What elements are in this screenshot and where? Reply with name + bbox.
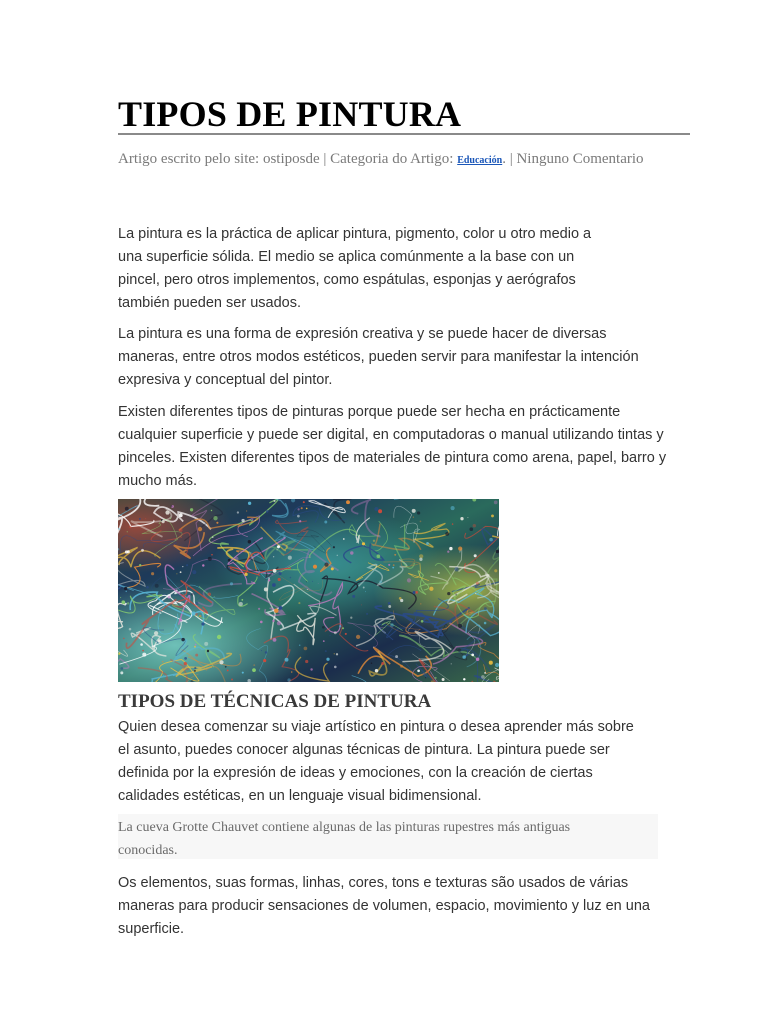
paint-splatter-dot (162, 520, 165, 523)
paint-splatter-dot (302, 532, 305, 535)
paint-splatter-dot (278, 578, 281, 581)
paint-splatter-dot (159, 626, 160, 627)
paint-splatter-dot (381, 662, 384, 665)
paint-splatter-dot (252, 668, 256, 672)
image-caption: La cueva Grotte Chauvet contiene algunas de las pinturas rupestres más antiguas conocidas. (118, 820, 571, 858)
paint-splatter-dot (373, 647, 374, 648)
paint-splatter-dot (474, 554, 477, 557)
paint-splatter-dot (125, 507, 129, 511)
paint-splatter-dot (235, 557, 239, 561)
paint-splatter-dot (219, 660, 223, 664)
paint-splatter-dot (333, 546, 335, 548)
paint-splatter-dot (184, 657, 187, 660)
paint-splatter-dot (298, 508, 300, 510)
paint-splatter-dot (248, 502, 251, 505)
paint-splatter-dot (274, 500, 276, 502)
paint-splatter-dot (230, 582, 233, 585)
paint-splatter-dot (379, 580, 382, 583)
paint-splatter-dot (198, 527, 202, 531)
title-divider (118, 133, 690, 135)
paint-splatter-dot (180, 536, 182, 538)
paint-splatter-dot (139, 518, 141, 520)
paint-splatter-dot (297, 515, 300, 518)
paint-splatter-dot (463, 678, 465, 680)
paint-splatter-dot (217, 635, 221, 639)
paint-splatter-dot (176, 573, 177, 574)
paint-splatter-dot (337, 555, 338, 556)
paint-splatter-dot (451, 663, 452, 664)
paint-splatter-dot (496, 550, 499, 554)
paint-splatter-dot (438, 572, 440, 574)
paint-splatter-dot (181, 638, 184, 641)
paint-splatter-dot (449, 547, 452, 550)
paint-splatter-dot (469, 527, 473, 531)
paint-splatter-dot (194, 646, 196, 648)
paint-splatter-dot (471, 654, 474, 657)
paint-splatter-dot (481, 675, 485, 679)
paint-splatter-dot (462, 655, 466, 659)
paint-splatter-dot (361, 604, 362, 605)
paint-splatter-dot (195, 654, 198, 657)
paint-splatter-dot (365, 591, 366, 592)
paint-splatter-dot (491, 514, 494, 517)
paint-splatter-dot (182, 566, 183, 567)
paint-splatter-dot (191, 593, 194, 596)
paint-splatter-dot (334, 631, 337, 634)
paint-splatter-dot (125, 550, 128, 553)
paint-splatter-dot (241, 519, 244, 522)
paint-splatter-dot (125, 603, 127, 605)
paint-splatter-dot (264, 587, 268, 591)
paint-splatter-dot (452, 523, 453, 524)
paragraph-1: La pintura es la práctica de aplicar pintura, pigmento, color u otro medio a una superficie sólida. El medio se aplica comúnmente a la base con un pincel, pero otros implementos, como espátulas, esponjas y aerógrafos también pueden ser usados. (118, 226, 592, 311)
paint-splatter-dot (184, 662, 187, 665)
paint-splatter-dot (415, 591, 418, 594)
paint-splatter-dot (310, 668, 312, 670)
paint-splatter-dot (277, 545, 280, 548)
paint-splatter-dot (485, 588, 486, 589)
paint-splatter-dot (285, 658, 289, 662)
paint-splatter-dot (451, 506, 455, 510)
paint-splatter-dot (199, 615, 201, 617)
paint-splatter-dot (363, 587, 365, 589)
paint-splatter-dot (417, 669, 420, 672)
paint-splatter-dot (447, 592, 450, 595)
paint-splatter-dot (170, 518, 172, 520)
paint-splatter-dot (374, 507, 378, 511)
paint-splatter-dot (186, 564, 188, 566)
paint-splatter-dot (475, 560, 476, 561)
paint-splatter-dot (350, 551, 353, 554)
paint-splatter-dot (261, 650, 262, 651)
paint-splatter-dot (207, 650, 209, 652)
paint-splatter-dot (279, 606, 283, 610)
paint-splatter-dot (339, 625, 341, 627)
paint-splatter-dot (352, 595, 355, 598)
paint-splatter-dot (306, 581, 307, 582)
paint-splatter-dot (202, 564, 204, 566)
paint-splatter-dot (263, 659, 266, 662)
paint-splatter-dot (366, 613, 368, 615)
paint-splatter-dot (273, 638, 277, 642)
paint-splatter-dot (484, 672, 486, 674)
paint-splatter-dot (120, 667, 123, 670)
paint-splatter-dot (154, 631, 158, 635)
paint-splatter-dot (231, 679, 233, 681)
paint-splatter-dot (400, 599, 403, 602)
paint-splatter-dot (129, 628, 132, 631)
paint-splatter-dot (494, 501, 498, 505)
paint-splatter-dot (242, 672, 244, 674)
paint-splatter-dot (303, 501, 305, 503)
paragraph-2: La pintura es una forma de expresión creativa y se puede hacer de diversas maneras, entre otros modos estéticos, pueden servir para manifestar la intención expresiva y conceptual del pintor. (118, 326, 639, 388)
paint-splatter-dot (388, 602, 391, 605)
paint-splatter-dot (165, 511, 169, 515)
paint-splatter-dot (272, 620, 274, 622)
paint-splatter-dot (121, 600, 125, 604)
paint-splatter-dot (211, 554, 213, 556)
meta-suffix: . | Ninguno Comentario (502, 151, 644, 167)
paint-splatter-dot (273, 569, 277, 573)
paint-splatter-dot (132, 550, 133, 551)
paint-splatter-dot (393, 564, 395, 566)
paint-splatter-dot (195, 644, 197, 646)
paint-splatter-dot (454, 567, 458, 571)
paint-splatter-dot (241, 599, 243, 601)
paint-splatter-dot (421, 620, 424, 623)
paint-splatter-dot (419, 558, 422, 561)
paint-splatter-dot (266, 510, 268, 512)
paint-splatter-dot (435, 677, 437, 679)
paint-splatter-dot (192, 570, 196, 574)
paint-splatter-dot (260, 621, 263, 624)
paint-splatter-dot (318, 583, 319, 584)
paint-splatter-dot (123, 638, 125, 640)
paint-splatter-dot (125, 591, 126, 592)
paint-splatter-dot (388, 564, 390, 566)
paint-splatter-dot (287, 678, 290, 681)
paint-splatter-dot (343, 538, 345, 540)
paint-splatter-dot (493, 563, 494, 564)
paint-splatter-dot (214, 596, 215, 597)
paint-splatter-dot (307, 589, 308, 590)
abstract-painting-image (118, 499, 499, 682)
paint-splatter-dot (201, 622, 204, 625)
paint-splatter-dot (135, 506, 136, 507)
paint-splatter-dot (162, 611, 163, 612)
paint-splatter-dot (140, 643, 143, 646)
paint-splatter-dot (326, 658, 329, 661)
paint-splatter-dot (227, 669, 229, 671)
paint-splatter-dot (334, 666, 337, 669)
category-link[interactable]: Educación (457, 155, 503, 166)
paint-splatter-dot (425, 677, 426, 678)
paint-splatter-dot (203, 613, 205, 615)
paint-splatter-dot (306, 508, 308, 510)
paint-splatter-dot (228, 559, 231, 562)
paint-splatter-dot (417, 511, 420, 514)
paint-splatter-dot (211, 510, 212, 511)
paint-splatter-dot (345, 633, 347, 635)
paint-splatter-dot (489, 538, 493, 542)
paint-splatter-dot (208, 593, 212, 597)
paint-splatter-dot (120, 671, 123, 674)
paint-splatter-dot (445, 532, 449, 536)
paint-splatter-dot (129, 526, 131, 528)
paint-splatter-dot (394, 554, 396, 556)
paint-splatter-dot (239, 602, 243, 606)
paint-splatter-dot (407, 578, 411, 582)
paint-splatter-dot (348, 576, 350, 578)
paint-splatter-dot (473, 524, 476, 527)
paint-splatter-dot (426, 542, 429, 545)
paint-splatter-dot (222, 658, 224, 660)
paint-splatter-dot (420, 521, 422, 523)
paint-splatter-dot (484, 607, 487, 610)
paint-splatter-dot (179, 513, 183, 517)
paint-splatter-dot (276, 549, 277, 550)
paint-splatter-dot (168, 596, 171, 599)
paint-splatter-dot (304, 647, 308, 651)
paint-splatter-dot (467, 517, 468, 518)
paint-splatter-dot (272, 583, 276, 587)
paint-splatter-dot (458, 547, 462, 551)
image-caption-box (118, 814, 658, 859)
page-title: TIPOS DE PINTURA (118, 94, 462, 134)
paint-splatter-dot (253, 664, 255, 666)
paint-splatter-dot (346, 500, 350, 504)
paint-splatter-dot (190, 508, 193, 511)
paint-splatter-dot (127, 602, 129, 604)
paint-splatter-dot (356, 635, 360, 639)
paint-splatter-dot (323, 640, 325, 642)
paint-splatter-dot (442, 678, 445, 681)
paint-splatter-dot (120, 597, 121, 598)
paint-splatter-dot (299, 644, 300, 645)
paint-splatter-dot (204, 642, 208, 646)
closing-paragraph: Os elementos, suas formas, linhas, cores, tons e texturas são usados de várias maneras para producir sensaciones de volumen, espacio, movimiento y luz en una superficie. (118, 875, 650, 937)
paint-splatter-dot (268, 579, 270, 581)
article-meta (118, 150, 658, 170)
paint-splatter-dot (392, 567, 394, 569)
paint-splatter-dot (127, 531, 128, 532)
paint-splatter-dot (350, 617, 352, 619)
paint-splatter-dot (460, 517, 463, 520)
paint-splatter-dot (252, 519, 254, 521)
paint-splatter-dot (323, 550, 324, 551)
paint-splatter-dot (274, 609, 278, 613)
paint-splatter-dot (362, 542, 365, 545)
paint-splatter-dot (179, 618, 182, 621)
paint-splatter-dot (429, 587, 433, 591)
paint-splatter-dot (246, 510, 247, 511)
paint-splatter-dot (277, 621, 281, 625)
paint-splatter-dot (151, 572, 154, 575)
paint-splatter-dot (158, 639, 162, 643)
paint-splatter-dot (413, 591, 416, 594)
paint-splatter-dot (369, 634, 370, 635)
paint-splatter-dot (179, 528, 183, 532)
paint-splatter-dot (371, 662, 372, 663)
paint-splatter-dot (388, 605, 391, 608)
section-paragraph: Quien desea comenzar su viaje artístico en pintura o desea aprender más sobre el asunto, puedes conocer algunas técnicas de pintura. La pintura puede ser definida por la expresión de ideas y emociones, con la creación de ciertas calidades estéticas, en un lenguaje visual bidimensional. (118, 719, 634, 804)
paint-splatter-dot (458, 624, 462, 628)
paint-splatter-dot (400, 665, 403, 668)
paint-splatter-dot (213, 516, 217, 520)
paint-splatter-dot (180, 571, 182, 573)
paint-splatter-dot (324, 521, 327, 524)
paint-splatter-dot (162, 661, 164, 663)
paint-splatter-dot (313, 565, 317, 569)
paint-splatter-dot (325, 650, 327, 652)
painting-canvas (118, 499, 499, 682)
paint-splatter-dot (458, 649, 461, 652)
paint-splatter-dot (212, 536, 214, 538)
paint-splatter-dot (155, 584, 159, 588)
paint-splatter-dot (298, 602, 300, 604)
paint-splatter-dot (455, 594, 457, 596)
paint-splatter-dot (378, 509, 382, 513)
paint-splatter-dot (329, 635, 330, 636)
paint-splatter-dot (228, 567, 230, 569)
paint-splatter-dot (489, 661, 493, 665)
paint-splatter-dot (139, 564, 141, 566)
paint-splatter-dot (447, 551, 449, 553)
meta-prefix: Artigo escrito pelo site: ostiposde | Categoria do Artigo: (118, 151, 458, 167)
paint-splatter-dot (475, 593, 476, 594)
paint-splatter-dot (377, 554, 381, 558)
paint-splatter-dot (324, 563, 328, 567)
paint-splatter-dot (141, 549, 144, 552)
paint-splatter-dot (279, 572, 282, 575)
paint-splatter-dot (194, 667, 196, 669)
paint-splatter-dot (290, 577, 291, 578)
paint-splatter-dot (334, 653, 335, 654)
paint-splatter-dot (146, 586, 149, 589)
paint-splatter-dot (225, 666, 227, 668)
paint-splatter-dot (255, 520, 256, 521)
paint-splatter-dot (420, 603, 421, 604)
paint-splatter-dot (476, 658, 480, 662)
paint-splatter-dot (495, 663, 499, 667)
paint-splatter-dot (237, 511, 239, 513)
paint-splatter-dot (171, 505, 173, 507)
paint-splatter-dot (265, 651, 267, 653)
paint-splatter-dot (208, 557, 212, 561)
paint-splatter-dot (244, 573, 247, 576)
paint-splatter-dot (305, 660, 308, 663)
paint-splatter-dot (145, 518, 146, 519)
paint-splatter-dot (494, 569, 497, 572)
paint-splatter-dot (163, 675, 164, 676)
paint-splatter-dot (375, 669, 378, 672)
paint-splatter-dot (373, 540, 375, 542)
paint-splatter-dot (248, 540, 251, 543)
paint-splatter-dot (299, 520, 301, 522)
paint-splatter-dot (395, 655, 398, 658)
paint-splatter-dot (194, 670, 196, 672)
paragraph-3: Existen diferentes tipos de pinturas porque puede ser hecha en prácticamente cualquier superficie y puede ser digital, en computadoras o manual utilizando tintas y pinceles. Existen diferentes tipos de materiales de pintura como arena, papel, barro y mucho más. (118, 404, 667, 489)
paint-splatter-dot (192, 611, 196, 615)
section-heading: TIPOS DE TÉCNICAS DE PINTURA (118, 691, 432, 712)
paint-splatter-dot (273, 556, 274, 557)
paint-splatter-dot (322, 626, 325, 629)
paint-splatter-dot (331, 567, 334, 570)
paint-splatter-dot (216, 522, 218, 524)
paint-splatter-dot (484, 622, 487, 625)
paint-splatter-dot (142, 653, 146, 657)
paint-splatter-dot (301, 507, 303, 509)
paint-splatter-dot (124, 587, 127, 590)
paint-splatter-dot (195, 602, 198, 605)
paint-splatter-dot (390, 623, 394, 627)
paint-splatter-dot (342, 627, 344, 629)
paint-splatter-dot (291, 671, 293, 673)
paint-splatter-dot (413, 516, 414, 517)
paint-splatter-dot (312, 581, 313, 582)
paint-splatter-dot (142, 650, 144, 652)
paint-splatter-dot (412, 509, 416, 513)
paint-splatter-dot (476, 582, 479, 585)
paint-splatter-dot (288, 556, 292, 560)
paint-splatter-dot (336, 653, 338, 655)
paint-splatter-dot (258, 608, 260, 610)
